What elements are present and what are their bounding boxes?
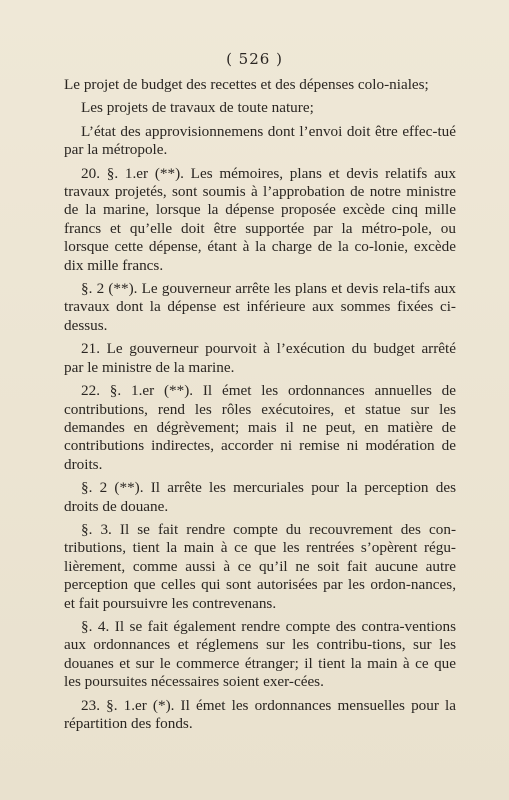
paragraph: Les projets de travaux de toute nature;	[81, 99, 314, 117]
paragraph: L’état des approvisionnemens dont l’envoi doit être effec-tué par la métropole.	[64, 122, 456, 159]
page-number: ( 526 )	[226, 50, 283, 68]
paragraph: 20. §. 1.er (**). Les mémoires, plans et devis relatifs aux travaux projetés, sont soumis à l’approbation de notre ministre de la marine, lorsque la dépense proposée excède cinq mille francs et qu’elle doit être supportée par la métro-pole, ou lorsque cette dépense, étant à la charge de la co-lonie, excède dix mille francs.	[64, 164, 456, 274]
paragraph: §. 4. Il se fait également rendre compte des contra-ventions aux ordonnances et réglemens sur les contribu-tions, sur les douanes et sur le commerce étranger; il tient la main à ce que les poursuites nécessaires soient exer-cées.	[64, 617, 456, 691]
paragraph: Le projet de budget des recettes et des dépenses colo-niales;	[64, 76, 429, 93]
paragraph: 22. §. 1.er (**). Il émet les ordonnances annuelles de contributions, rend les rôles exécutoires, et statue sur les demandes en dégrèvement; mais il ne peut, en matière de contributions indirectes, accorder ni remise ni modération de droits.	[64, 382, 456, 473]
body-text	[64, 76, 456, 738]
paragraph: 23. §. 1.er (*). Il émet les ordonnances mensuelles pour la répartition des fonds.	[64, 696, 456, 732]
paragraph: §. 3. Il se fait rendre compte du recouvrement des con-tributions, tient la main à ce que les rentrées s’opèrent régu-lièrement, comme aussi à ce qu’il ne soit fait aucune autre perception que celles qui sont autorisées par les ordon-nances, et fait poursuivre les contrevenans.	[64, 520, 456, 612]
paragraph: 21. Le gouverneur pourvoit à l’exécution du budget arrêté par le ministre de la marine.	[64, 340, 456, 376]
paragraph: §. 2 (**). Le gouverneur arrête les plans et devis rela-tifs aux travaux dont la dépense est inférieure aux sommes fixées ci-dessus.	[64, 280, 456, 334]
paragraph: §. 2 (**). Il arrête les mercuriales pour la perception des droits de douane.	[64, 479, 456, 515]
